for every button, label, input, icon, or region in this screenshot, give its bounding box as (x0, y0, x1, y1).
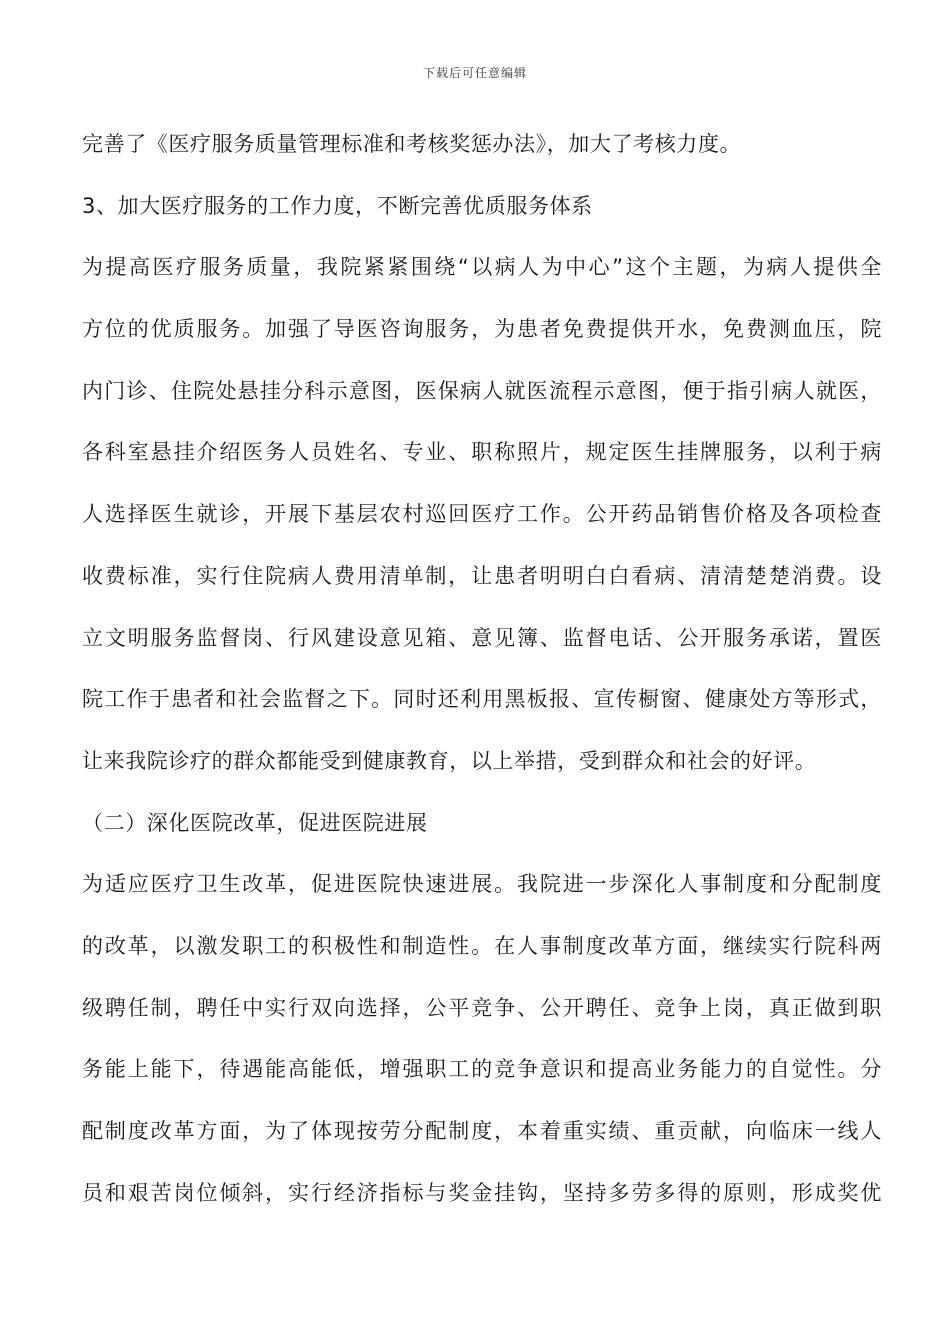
text-line: 立文明服务监督岗、行风建设意见箱、意见簿、监督电话、公开服务承诺，置医 (82, 625, 882, 650)
text-line: 方位的优质服务。加强了导医咨询服务，为患者免费提供开水，免费测血压，院 (82, 317, 882, 342)
text-line: 院工作于患者和社会监督之下。同时还利用黑板报、宣传橱窗、健康处方等形式， (82, 687, 882, 712)
section-heading: （二）深化医院改革，促进医院进展 (82, 810, 428, 835)
text-line: 的改革，以激发职工的积极性和制造性。在人事制度改革方面，继续实行院科两 (82, 933, 882, 958)
text-line: 人选择医生就诊，开展下基层农村巡回医疗工作。公开药品销售价格及各项检查 (82, 502, 882, 527)
text-line: 让来我院诊疗的群众都能受到健康教育，以上举措，受到群众和社会的好评。 (82, 748, 817, 773)
text-line: 级聘任制，聘任中实行双向选择，公平竞争、公开聘任、竞争上岗，真正做到职 (82, 995, 882, 1020)
text-line: 为适应医疗卫生改革，促进医院快速进展。我院进一步深化人事制度和分配制度 (82, 872, 882, 897)
text-line: 为提高医疗服务质量，我院紧紧围绕“以病人为中心”这个主题，为病人提供全 (82, 255, 882, 280)
text-line: 完善了《医疗服务质量管理标准和考核奖惩办法》，加大了考核力度。 (82, 132, 742, 156)
page-header-note: 下载后可任意编辑 (422, 66, 527, 80)
section-heading: 3、加大医疗服务的工作力度，不断完善优质服务体系 (82, 193, 593, 218)
text-line: 内门诊、住院处悬挂分科示意图，医保病人就医流程示意图，便于指引病人就医， (82, 378, 882, 403)
text-line: 务能上能下，待遇能高能低，增强职工的竞争意识和提高业务能力的自觉性。分 (82, 1057, 882, 1082)
document-body (82, 114, 882, 1224)
text-line: 收费标准，实行住院病人费用清单制，让患者明明白白看病、清清楚楚消费。设 (82, 563, 882, 588)
text-line: 各科室悬挂介绍医务人员姓名、专业、职称照片，规定医生挂牌服务，以利于病 (82, 440, 882, 465)
text-line: 员和艰苦岗位倾斜，实行经济指标与奖金挂钩，坚持多劳多得的原则，形成奖优 (82, 1180, 882, 1205)
text-line: 配制度改革方面，为了体现按劳分配制度，本着重实绩、重贡献，向临床一线人 (82, 1119, 882, 1143)
